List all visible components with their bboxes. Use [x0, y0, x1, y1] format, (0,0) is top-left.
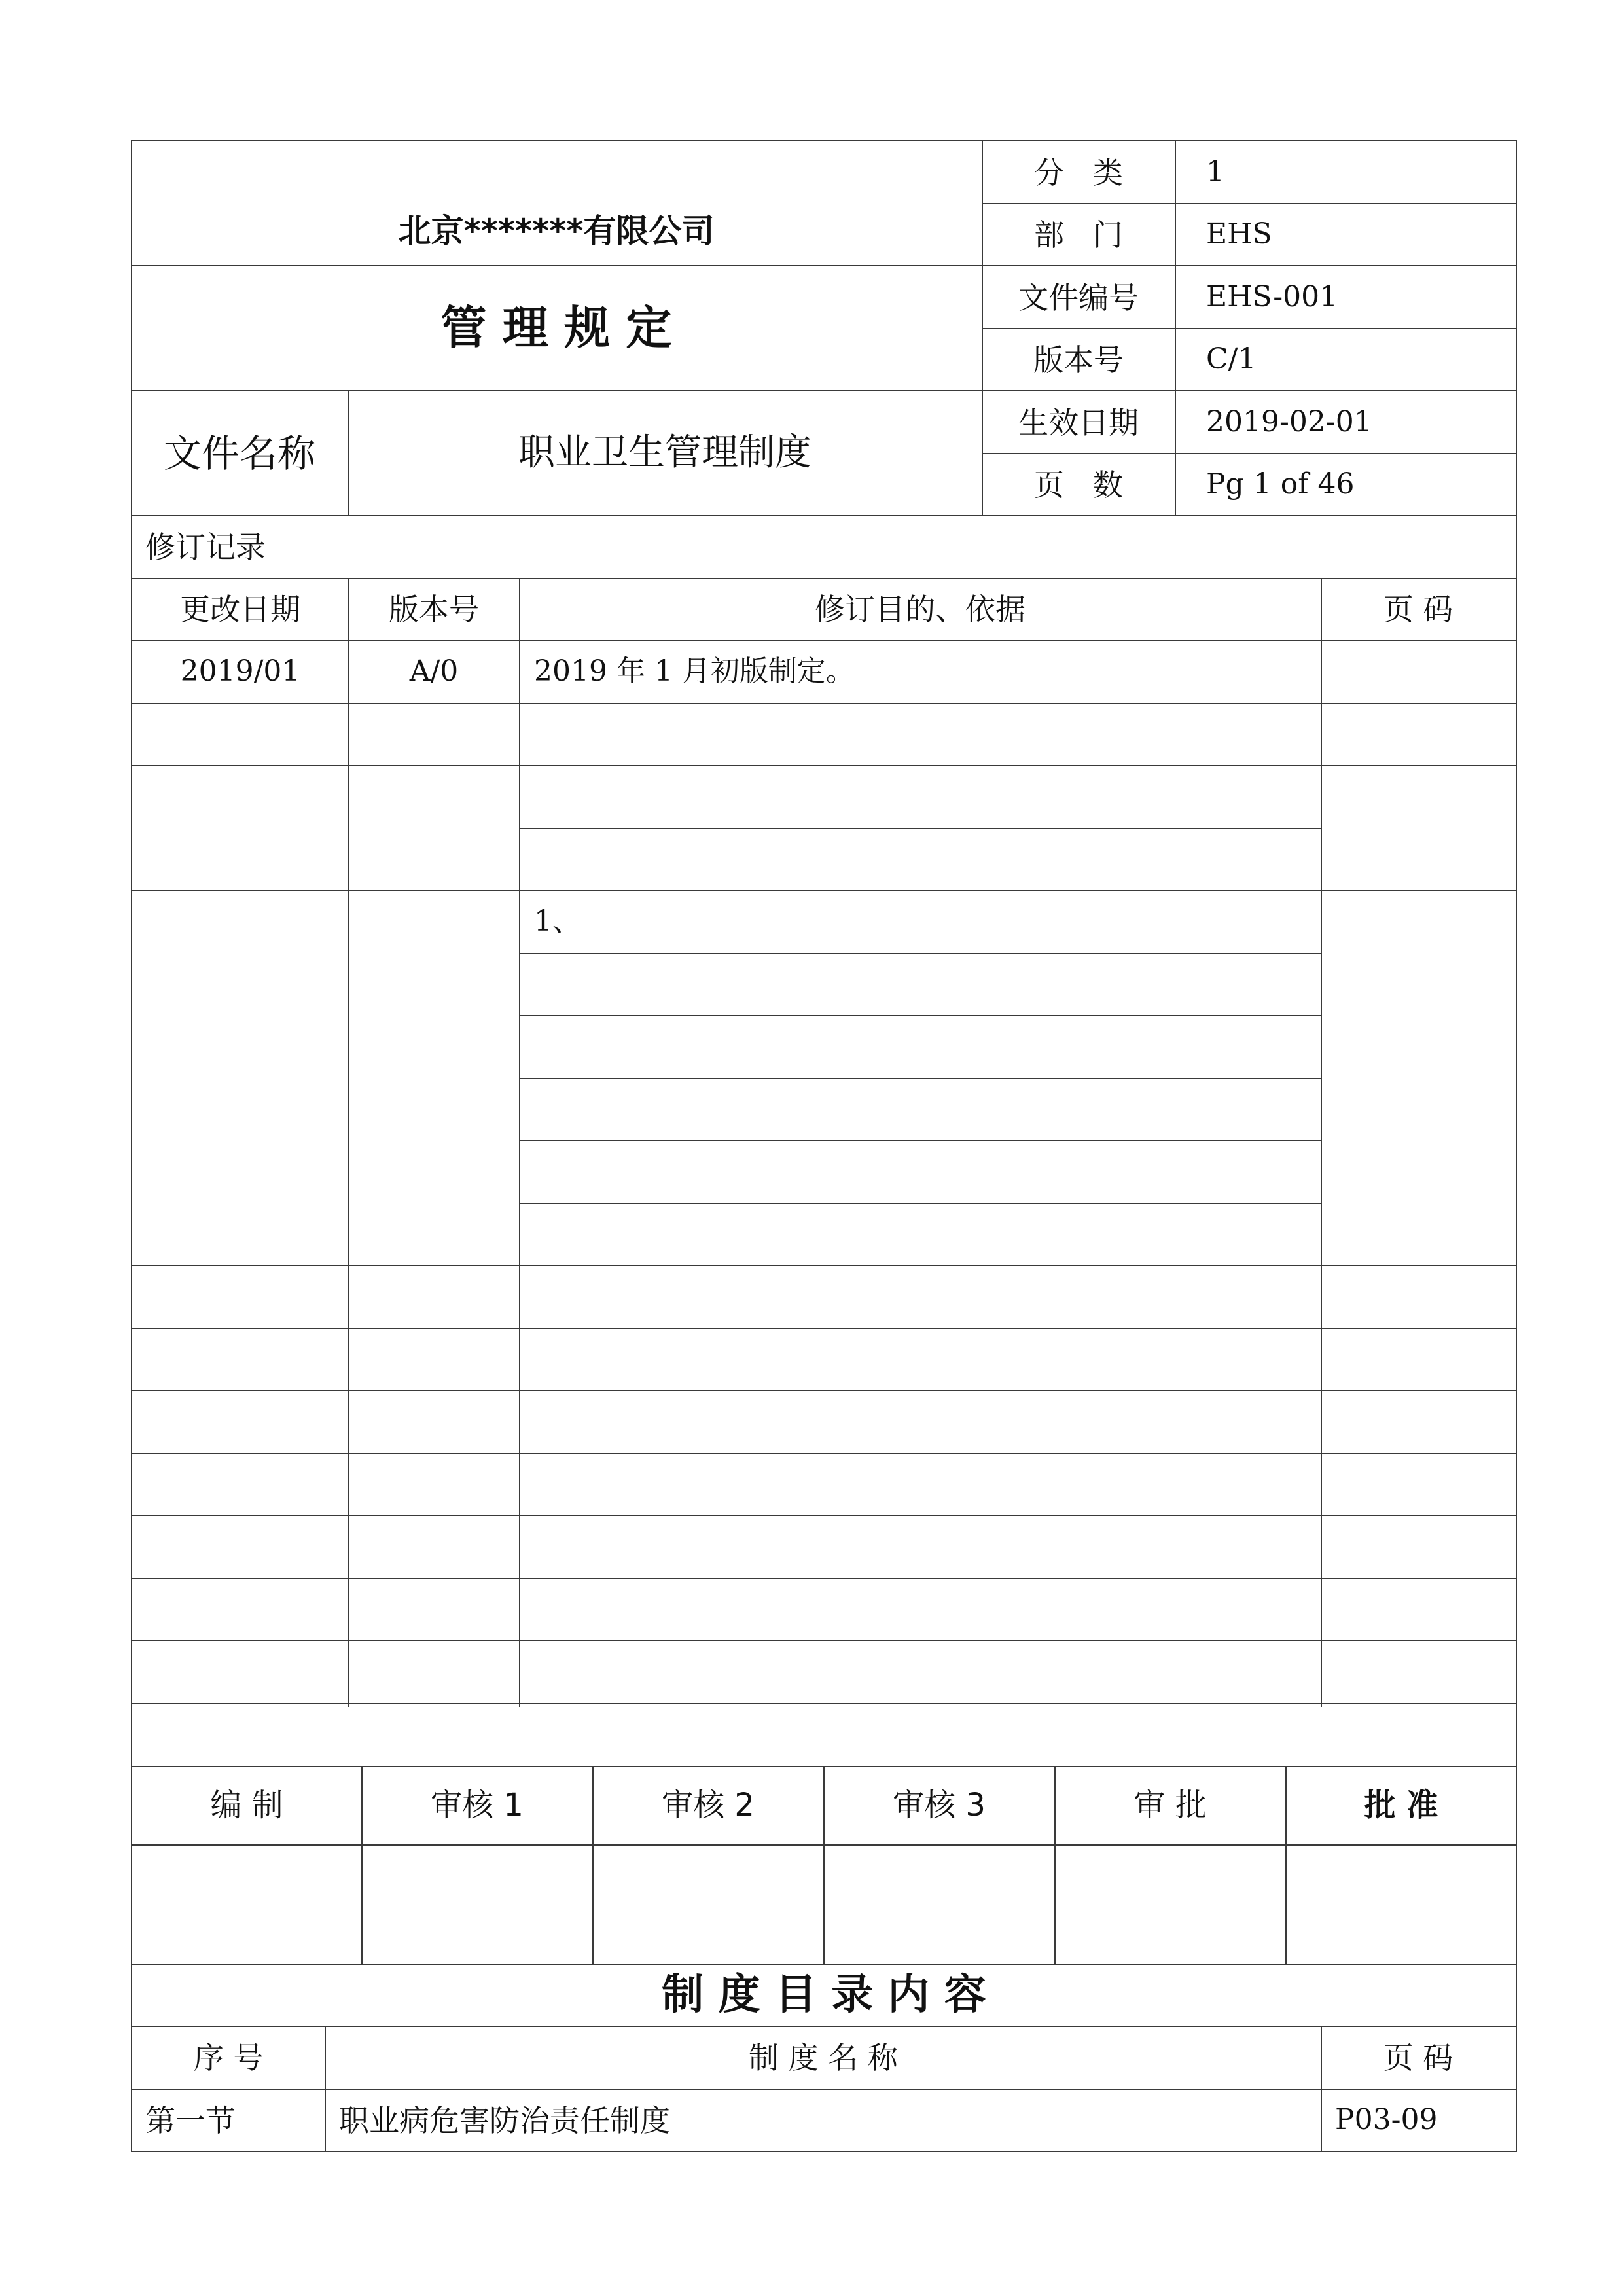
column-header: 序 号 — [193, 2040, 264, 2075]
rule — [131, 2026, 1517, 2027]
approval-column: 审核 2 — [662, 1787, 755, 1823]
rule — [1321, 2026, 1322, 2152]
rule — [131, 640, 1517, 641]
rule — [131, 2151, 1517, 2152]
rule — [361, 1766, 363, 1965]
revision-date: 2019/01 — [180, 655, 300, 688]
rule — [520, 1203, 1321, 1204]
meta-label: 生效日期 — [1018, 405, 1139, 440]
rule — [131, 1578, 1517, 1579]
rule — [1516, 140, 1517, 2152]
rule — [519, 578, 520, 1707]
file-name-value: 职业卫生管理制度 — [518, 431, 812, 474]
rule — [1054, 1766, 1056, 1965]
approval-column: 审 批 — [1133, 1787, 1207, 1823]
meta-value: EHS-001 — [1206, 280, 1338, 314]
rule — [131, 1453, 1517, 1454]
rule — [1175, 140, 1176, 516]
toc-section: 第一节 — [145, 2103, 236, 2138]
approval-column: 编 制 — [210, 1787, 283, 1823]
document-type-title: 管 理 规 定 — [440, 301, 672, 355]
rule — [131, 765, 1517, 766]
rule — [131, 515, 1517, 516]
meta-value: C/1 — [1206, 342, 1257, 376]
rule — [1285, 1766, 1287, 1965]
rule — [520, 1078, 1321, 1079]
company-name: 北京*******有限公司 — [398, 212, 715, 250]
meta-label: 版本号 — [1033, 342, 1124, 378]
rule — [348, 578, 349, 1707]
rule — [982, 328, 1517, 329]
toc-entry-link[interactable]: 职业病危害防治责任制度 — [339, 2103, 670, 2138]
rule — [131, 1515, 1517, 1516]
revision-title: 修订记录 — [145, 529, 266, 565]
meta-label: 分 类 — [1034, 155, 1123, 190]
rule — [325, 2026, 326, 2152]
approval-column: 审核 3 — [893, 1787, 986, 1823]
column-header: 制 度 名 称 — [749, 2040, 898, 2075]
approval-column: 审核 1 — [431, 1787, 524, 1823]
column-header: 更改日期 — [180, 592, 300, 627]
rule — [1321, 578, 1322, 1707]
rule — [131, 1703, 1517, 1704]
rule — [520, 1140, 1321, 1141]
rule — [131, 1390, 1517, 1391]
file-name-label: 文件名称 — [163, 431, 316, 476]
rule — [131, 390, 1517, 391]
rule — [982, 140, 983, 516]
rule — [131, 140, 1517, 141]
rule — [131, 265, 1517, 266]
column-header: 版本号 — [389, 592, 479, 627]
rule — [131, 578, 1517, 579]
column-header: 修订目的、依据 — [815, 592, 1026, 627]
toc-title: 制 度 目 录 内 容 — [662, 1971, 986, 2019]
meta-value: 2019-02-01 — [1206, 405, 1372, 439]
rule — [592, 1766, 594, 1965]
meta-value: EHS — [1206, 217, 1272, 251]
rule — [131, 890, 1517, 891]
meta-label: 文件编号 — [1018, 280, 1139, 315]
rule — [982, 453, 1517, 454]
meta-label: 页 数 — [1034, 467, 1123, 503]
meta-value: Pg 1 of 46 — [1206, 467, 1355, 501]
toc-page: P03-09 — [1335, 2103, 1438, 2136]
column-header: 页 码 — [1383, 2040, 1454, 2075]
rule — [131, 703, 1517, 704]
rule — [131, 140, 132, 2152]
rule — [131, 1328, 1517, 1329]
rule — [131, 1265, 1517, 1266]
revision-group-item: 1、 — [534, 905, 581, 938]
meta-label: 部 门 — [1034, 217, 1123, 253]
rule — [520, 953, 1321, 954]
rule — [520, 828, 1321, 829]
meta-value: 1 — [1206, 155, 1224, 188]
rule — [131, 2089, 1517, 2090]
rule — [982, 203, 1517, 204]
rule — [131, 1640, 1517, 1641]
revision-reason: 2019 年 1 月初版制定。 — [534, 655, 855, 688]
approval-column: 批 准 — [1364, 1787, 1438, 1823]
rule — [348, 390, 349, 516]
revision-version: A/0 — [409, 655, 459, 688]
rule — [520, 1015, 1321, 1016]
column-header: 页 码 — [1383, 592, 1454, 627]
rule — [823, 1766, 825, 1965]
